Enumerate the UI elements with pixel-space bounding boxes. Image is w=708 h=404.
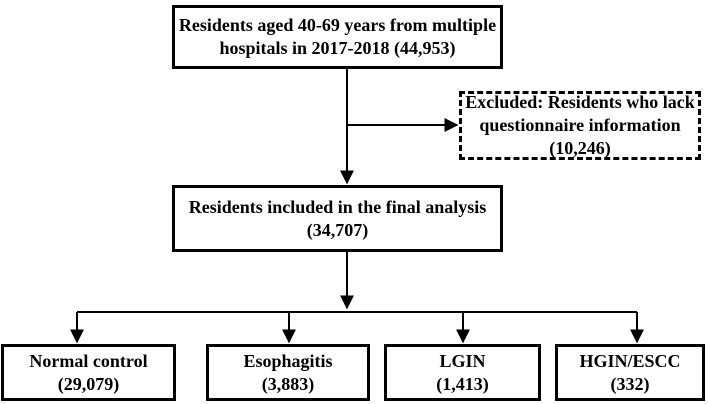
box-total-residents <box>172 5 503 69</box>
group-label: Esophagitis <box>243 350 333 371</box>
group-count: (3,883) <box>261 373 315 394</box>
box-excluded-line-1: Excluded: Residents who lack <box>465 92 695 112</box>
box-total-residents-line-1: Residents aged 40-69 years from multiple <box>178 15 497 35</box>
box-hgin-escc <box>555 344 705 401</box>
box-included-residents <box>172 185 503 252</box>
box-esophagitis <box>206 344 370 401</box>
group-label: LGIN <box>439 350 486 371</box>
group-label: Normal control <box>29 350 148 371</box>
box-excluded-residents <box>459 91 701 160</box>
group-count: (1,413) <box>436 373 489 394</box>
box-excluded-line-3: (10,246) <box>549 138 611 158</box>
group-count: (332) <box>610 373 650 394</box>
group-count: (29,079) <box>57 373 120 394</box>
box-lgin <box>384 344 541 401</box>
box-included-line-1: Residents included in the final analysis <box>188 196 487 217</box>
box-total-residents-line-2: hospitals in 2017-2018 (44,953) <box>219 38 456 58</box>
group-label: HGIN/ESCC <box>579 350 681 371</box>
box-included-line-2: (34,707) <box>306 219 369 240</box>
box-normal-control <box>1 344 176 401</box>
box-excluded-line-2: questionnaire information <box>479 115 681 135</box>
